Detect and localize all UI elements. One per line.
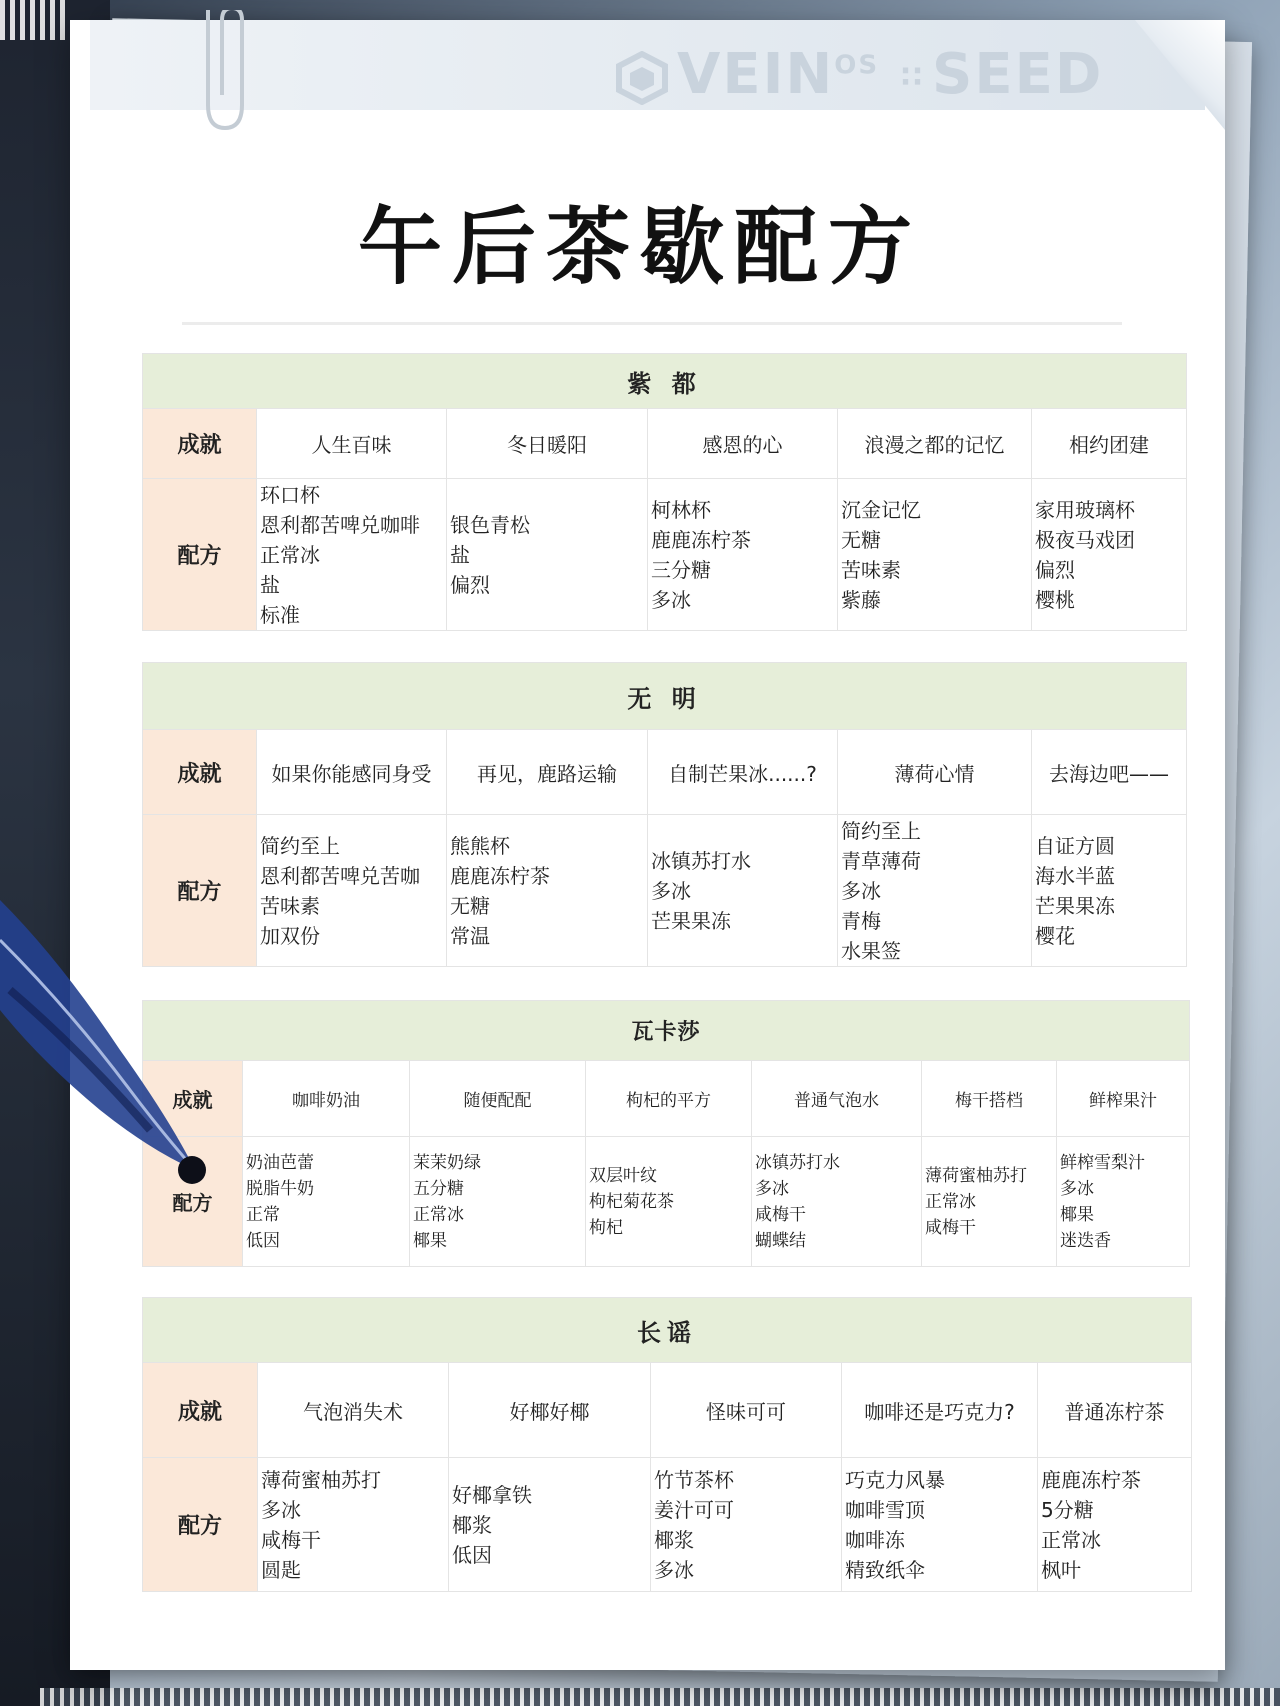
ingredient: 咸梅干 bbox=[261, 1527, 321, 1552]
recipe-cell bbox=[447, 815, 648, 967]
ingredient: 青草薄荷 bbox=[841, 848, 921, 873]
achievement-cell: 枸杞的平方 bbox=[586, 1061, 752, 1137]
section-title: 无 明 bbox=[143, 663, 1187, 730]
ingredient: 巧克力风暴 bbox=[845, 1467, 945, 1492]
achievement-cell: 普通气泡水 bbox=[752, 1061, 922, 1137]
ingredient: 简约至上 bbox=[841, 818, 921, 843]
ingredient: 冰镇苏打水 bbox=[651, 848, 751, 873]
achievement-cell: 好椰好椰 bbox=[449, 1363, 651, 1458]
ingredient: 多冰 bbox=[1060, 1178, 1094, 1199]
achievement-cell: 咖啡还是巧克力? bbox=[842, 1363, 1038, 1458]
recipe-cell bbox=[838, 479, 1032, 631]
feather-decoration bbox=[0, 880, 220, 1210]
recipe-cell bbox=[410, 1137, 586, 1267]
recipe-label: 配方 bbox=[143, 815, 257, 967]
ingredient: 常温 bbox=[450, 923, 490, 948]
achievement-cell: 冬日暖阳 bbox=[447, 409, 648, 479]
recipe-cell bbox=[1032, 815, 1187, 967]
recipe-cell bbox=[648, 479, 838, 631]
ingredient: 青梅 bbox=[841, 908, 881, 933]
achievement-cell: 薄荷心情 bbox=[838, 730, 1032, 815]
ingredient: 双层叶纹 bbox=[589, 1165, 657, 1186]
ingredient: 椰果 bbox=[413, 1230, 447, 1251]
ingredient: 蝴蝶结 bbox=[755, 1230, 806, 1251]
ingredient: 咖啡雪顶 bbox=[845, 1497, 925, 1522]
ingredient: 恩利都苦啤兑苦咖 bbox=[260, 863, 420, 888]
recipe-cell bbox=[842, 1458, 1038, 1592]
ingredient: 枸杞 bbox=[589, 1217, 623, 1238]
achievement-cell: 如果你能感同身受 bbox=[257, 730, 447, 815]
ingredient: 恩利都苦啤兑咖啡 bbox=[260, 512, 420, 537]
achievement-cell: 自制芒果冰......? bbox=[648, 730, 838, 815]
ingredient: 熊熊杯 bbox=[450, 833, 510, 858]
ingredient: 加双份 bbox=[260, 923, 320, 948]
film-strip-decoration bbox=[0, 0, 70, 40]
ingredient: 圆匙 bbox=[261, 1557, 301, 1582]
recipe-cell bbox=[752, 1137, 922, 1267]
recipe-label: 配方 bbox=[143, 479, 257, 631]
achievement-cell: 浪漫之都的记忆 bbox=[838, 409, 1032, 479]
recipe-cell bbox=[258, 1458, 449, 1592]
ingredient: 姜汁可可 bbox=[654, 1497, 734, 1522]
ingredient: 竹节茶杯 bbox=[654, 1467, 734, 1492]
ingredient: 正常冰 bbox=[925, 1191, 976, 1212]
ingredient: 5分糖 bbox=[1041, 1497, 1094, 1522]
recipe-label: 配方 bbox=[143, 1458, 258, 1592]
title-divider bbox=[182, 322, 1122, 325]
ingredient: 偏烈 bbox=[450, 572, 490, 597]
recipe-cell bbox=[586, 1137, 752, 1267]
achievement-cell: 气泡消失术 bbox=[258, 1363, 449, 1458]
ingredient: 脱脂牛奶 bbox=[246, 1178, 314, 1199]
achievement-cell: 咖啡奶油 bbox=[243, 1061, 410, 1137]
ingredient: 低因 bbox=[452, 1542, 492, 1567]
ingredient: 低因 bbox=[246, 1230, 280, 1251]
ingredient: 鹿鹿冻柠茶 bbox=[1041, 1467, 1141, 1492]
ingredient: 极夜马戏团 bbox=[1035, 527, 1135, 552]
section-wuming bbox=[142, 662, 1186, 967]
ingredient: 精致纸伞 bbox=[845, 1557, 925, 1582]
ingredient: 三分糖 bbox=[651, 557, 711, 582]
recipe-cell bbox=[1032, 479, 1187, 631]
achievement-label: 成就 bbox=[143, 730, 257, 815]
ingredient: 环口杯 bbox=[260, 482, 320, 507]
ingredient: 多冰 bbox=[261, 1497, 301, 1522]
section-zidu bbox=[142, 353, 1186, 631]
ingredient: 无糖 bbox=[841, 527, 881, 552]
logo-sup: OS bbox=[834, 50, 880, 81]
ingredient: 鲜榨雪梨汁 bbox=[1060, 1152, 1145, 1173]
recipe-cell bbox=[447, 479, 648, 631]
brand-logo bbox=[615, 42, 1103, 107]
achievement-label: 成就 bbox=[143, 1061, 243, 1137]
ingredient: 银色青松 bbox=[450, 512, 530, 537]
section-wakasha bbox=[142, 1000, 1189, 1267]
section-changyao bbox=[142, 1297, 1191, 1592]
ingredient: 正常冰 bbox=[413, 1204, 464, 1225]
ingredient: 正常 bbox=[246, 1204, 280, 1225]
section-title: 长谣 bbox=[143, 1298, 1192, 1363]
ingredient: 芒果果冻 bbox=[1035, 893, 1115, 918]
ingredient: 奶油芭蕾 bbox=[246, 1152, 314, 1173]
section-title: 瓦卡莎 bbox=[143, 1001, 1190, 1061]
ingredient: 多冰 bbox=[651, 878, 691, 903]
ingredient: 自证方圆 bbox=[1035, 833, 1115, 858]
ingredient: 咖啡冻 bbox=[845, 1527, 905, 1552]
achievement-cell: 鲜榨果汁 bbox=[1057, 1061, 1190, 1137]
ingredient: 沉金记忆 bbox=[841, 497, 921, 522]
ingredient: 标准 bbox=[260, 602, 300, 627]
achievement-cell: 人生百味 bbox=[257, 409, 447, 479]
ingredient: 咸梅干 bbox=[755, 1204, 806, 1225]
achievement-cell: 普通冻柠茶 bbox=[1038, 1363, 1192, 1458]
ingredient: 鹿鹿冻柠茶 bbox=[651, 527, 751, 552]
recipe-cell bbox=[449, 1458, 651, 1592]
achievement-label: 成就 bbox=[143, 1363, 258, 1458]
achievement-cell: 相约团建 bbox=[1032, 409, 1187, 479]
logo-dots: ∷ bbox=[901, 60, 924, 96]
ingredient: 薄荷蜜柚苏打 bbox=[925, 1165, 1027, 1186]
logo-text-2: SEED bbox=[932, 42, 1104, 107]
achievement-cell: 感恩的心 bbox=[648, 409, 838, 479]
ingredient: 无糖 bbox=[450, 893, 490, 918]
recipe-cell bbox=[922, 1137, 1057, 1267]
ingredient: 冰镇苏打水 bbox=[755, 1152, 840, 1173]
ingredient: 多冰 bbox=[841, 878, 881, 903]
film-strip-bottom bbox=[40, 1688, 1280, 1706]
achievement-cell: 随便配配 bbox=[410, 1061, 586, 1137]
achievement-label: 成就 bbox=[143, 409, 257, 479]
ingredient: 鹿鹿冻柠茶 bbox=[450, 863, 550, 888]
section-title: 紫 都 bbox=[143, 354, 1187, 409]
ingredient: 正常冰 bbox=[1041, 1527, 1101, 1552]
ingredient: 盐 bbox=[450, 542, 470, 567]
ingredient: 苦味素 bbox=[841, 557, 901, 582]
ingredient: 椰果 bbox=[1060, 1204, 1094, 1225]
recipe-cell bbox=[257, 479, 447, 631]
recipe-cell bbox=[1057, 1137, 1190, 1267]
ingredient: 枸杞菊花茶 bbox=[589, 1191, 674, 1212]
ingredient: 正常冰 bbox=[260, 542, 320, 567]
recipe-cell bbox=[648, 815, 838, 967]
ingredient: 咸梅干 bbox=[925, 1217, 976, 1238]
recipe-cell bbox=[257, 815, 447, 967]
logo-cube-icon bbox=[615, 51, 669, 105]
ingredient: 偏烈 bbox=[1035, 557, 1075, 582]
ingredient: 多冰 bbox=[651, 587, 691, 612]
ingredient: 枫叶 bbox=[1041, 1557, 1081, 1582]
ingredient: 迷迭香 bbox=[1060, 1230, 1111, 1251]
ingredient: 好椰拿铁 bbox=[452, 1482, 532, 1507]
ingredient: 盐 bbox=[260, 572, 280, 597]
ingredient: 家用玻璃杯 bbox=[1035, 497, 1135, 522]
recipe-cell bbox=[243, 1137, 410, 1267]
logo-text: VEIN bbox=[677, 42, 835, 107]
recipe-cell bbox=[651, 1458, 842, 1592]
ingredient: 多冰 bbox=[755, 1178, 789, 1199]
ingredient: 樱桃 bbox=[1035, 587, 1075, 612]
ingredient: 苦味素 bbox=[260, 893, 320, 918]
recipe-cell bbox=[838, 815, 1032, 967]
ingredient: 椰浆 bbox=[654, 1527, 694, 1552]
paperclip-icon bbox=[190, 10, 250, 140]
recipe-cell bbox=[1038, 1458, 1192, 1592]
ingredient: 简约至上 bbox=[260, 833, 340, 858]
ingredient: 海水半蓝 bbox=[1035, 863, 1115, 888]
achievement-cell: 梅干搭档 bbox=[922, 1061, 1057, 1137]
achievement-cell: 再见，鹿路运输 bbox=[447, 730, 648, 815]
ingredient: 芒果果冻 bbox=[651, 908, 731, 933]
ingredient: 椰浆 bbox=[452, 1512, 492, 1537]
ingredient: 樱花 bbox=[1035, 923, 1075, 948]
achievement-cell: 怪味可可 bbox=[651, 1363, 842, 1458]
ingredient: 多冰 bbox=[654, 1557, 694, 1582]
ingredient: 薄荷蜜柚苏打 bbox=[261, 1467, 381, 1492]
recipe-label: 配方 bbox=[143, 1137, 243, 1267]
ingredient: 五分糖 bbox=[413, 1178, 464, 1199]
achievement-cell: 去海边吧—— bbox=[1032, 730, 1187, 815]
ingredient: 柯林杯 bbox=[651, 497, 711, 522]
ingredient: 水果签 bbox=[841, 938, 901, 963]
ingredient: 茉茉奶绿 bbox=[413, 1152, 481, 1173]
ingredient: 紫藤 bbox=[841, 587, 881, 612]
page-title: 午后茶歇配方 bbox=[357, 198, 922, 296]
